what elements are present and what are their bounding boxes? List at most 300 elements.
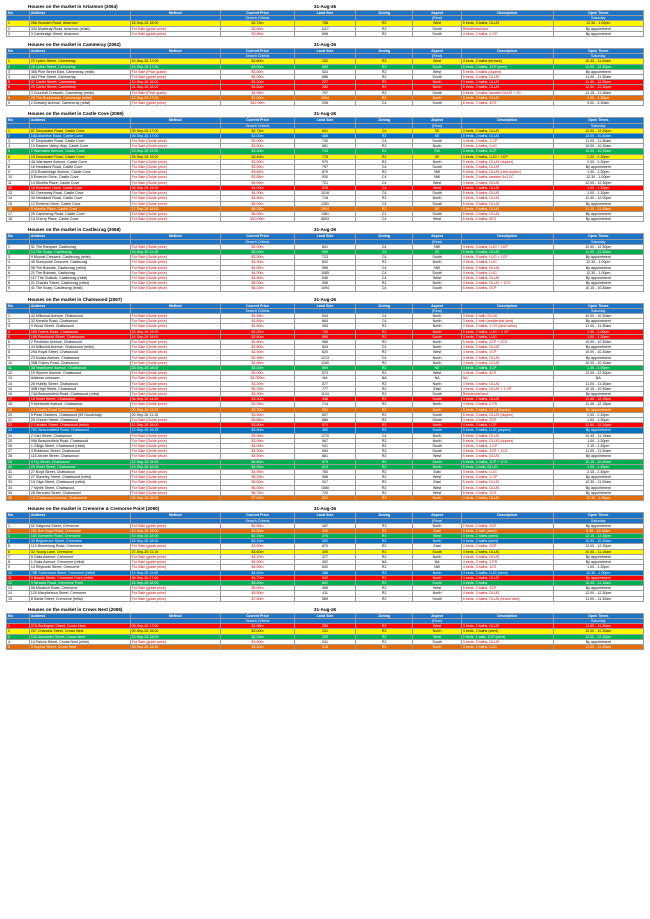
cell-zoning: R3 [356,523,413,528]
cell-zoning: C4 [356,175,413,180]
cell-no: 17 [7,211,30,216]
cell-aspect: South [413,449,461,454]
cell-no: 2 [7,629,30,634]
cell-price: $5.00m [221,201,295,206]
cell-open: 2.15 - 2.45pm [553,470,644,475]
cell-no: 26 [7,444,30,449]
column-subheader-price: Search Criteria [221,619,295,624]
cell-method: For Sale (Guide price) [130,324,220,329]
cell-address: 21 Charles Street, Castlecrag (relist) [29,281,130,286]
cell-address: 9 Wood Street, Chatswood [29,324,130,329]
cell-zoning: R2 [356,480,413,485]
cell-address: 4A Warrawee Avenue, Castle Cove [29,159,130,164]
cell-aspect: South [413,31,461,36]
cell-no: 13 [7,376,30,381]
cell-no: 23 [7,428,30,433]
column-subheader-aspect: (Rear) [413,308,461,313]
listing-row[interactable] [7,596,644,601]
cell-no: 17 [7,397,30,402]
cell-open: 10.15 - 10.45am [553,459,644,464]
cell-address: 28 Hercules Street, Chatswood [29,490,130,495]
column-subheader-aspect: (Rear) [413,123,461,128]
cell-zoning: R2 [356,485,413,490]
cell-no: 1 [7,624,30,629]
cell-method: For Sale (Guide price) [130,180,220,185]
cell-open: 12.30 - 1.00pm [553,496,644,501]
cell-desc: 5 beds, 2 baths, LUG + 2 CP [461,329,553,334]
column-header-method: Method [130,613,220,618]
column-subheader-open: Saturday [553,54,644,59]
cell-open: By appointment [553,255,644,260]
cell-address: 114 Bennelong Road, Cremorne [29,544,130,549]
section-date: 31-Aug-26 [313,606,337,612]
cell-land: 956 [294,281,355,286]
section-header [6,4,644,10]
column-subheader-aspect: (Rear) [413,239,461,244]
cell-method: For Sale (guide price) [130,554,220,559]
cell-zoning: C4 [356,255,413,260]
cell-aspect: South [413,75,461,80]
cell-land: 788 [294,21,355,26]
cell-aspect: South [413,139,461,144]
cell-no: 4 [7,260,30,265]
cell-zoning: R2 [356,69,413,74]
cell-method: For Sale (Guide price) [130,196,220,201]
cell-price: $5.50m [221,586,295,591]
cell-zoning: C4 [356,286,413,291]
cell-desc: 4 beds, 3 baths (semi) [461,539,553,544]
cell-zoning: R2 [356,31,413,36]
cell-land: 589 [294,596,355,601]
cell-aspect: South [413,286,461,291]
cell-desc: 5 beds, 2 baths, DLUG [461,185,553,190]
cell-desc: 5 beds, 3 bath, DLUG [461,464,553,469]
cell-aspect: North [413,355,461,360]
cell-zoning: R2 [356,397,413,402]
cell-zoning: R2 [356,565,413,570]
cell-aspect: South [413,191,461,196]
cell-address: 185 Fullers Road, Chatswood [29,329,130,334]
cell-aspect: North [413,402,461,407]
cell-price: $3.00m [221,371,295,376]
cell-zoning: R2 [356,21,413,26]
cell-aspect: West [413,180,461,185]
cell-zoning: R2 [356,196,413,201]
cell-land: 477 [294,554,355,559]
cell-zoning: R2 [356,324,413,329]
cell-address: Address unknown [29,376,130,381]
cell-open: By appointment [553,490,644,495]
cell-price: $4.50m [221,565,295,570]
cell-price: $2.75m [221,128,295,133]
cell-land: 690 [294,449,355,454]
cell-price: $3.20m [221,386,295,391]
cell-price: $2.74m [221,534,295,539]
cell-no: 5 [7,149,30,154]
cell-price: $4.95m [221,470,295,475]
cell-desc: 4 beds, 3 baths, 2CP [461,418,553,423]
cell-no: 10 [7,175,30,180]
cell-desc: 5 beds, 4 baths, DLUG (duplex) [461,159,553,164]
cell-land: 620 [294,350,355,355]
cell-desc: 5 beds, 3 baths, DLUG [461,85,553,90]
cell-desc: 5 beds, 3 baths, DLUG [461,95,553,100]
cell-aspect: West [413,475,461,480]
cell-aspect: West [413,217,461,222]
cell-address: 3 Churchill Crescent, Cammeray (relist) [29,90,130,95]
cell-land: 695 [294,334,355,339]
cell-aspect: South [413,90,461,95]
cell-address: 3 Cambridge Street, Artarmon [29,31,130,36]
cell-desc: 4 beds, 2 baths, DLUG [461,80,553,85]
cell-aspect: NW [413,244,461,249]
cell-desc: 4 beds, 3 baths, DLUG [461,165,553,170]
column-subheader-open: Saturday [553,619,644,624]
cell-desc: 4 beds, 3 baths, 1CP [461,350,553,355]
cell-land: 1018 [294,191,355,196]
cell-zoning: R2 [356,392,413,397]
column-header-land: Land Size [294,303,355,308]
cell-open: 10.30 - 11.00am [553,480,644,485]
cell-address: 74A Beaconsfield Road, Chatswood (relist) [29,392,130,397]
cell-address: 2 Peckham Avenue, Chatswood [29,339,130,344]
cell-no: 5 [7,80,30,85]
column-header-open: Open Times [553,613,644,618]
cell-open: By appointment [553,586,644,591]
cell-no: 3 [7,69,30,74]
section-title: Houses on the market in Chatswood (2067) [28,296,122,302]
cell-land: 1085 [294,270,355,275]
cell-aspect: North [413,407,461,412]
listing-row[interactable] [7,496,644,501]
cell-land: 1361 [294,211,355,216]
cell-desc: 5 beds, 3 baths, DLUG [461,480,553,485]
cell-address: 9 Moorat Crescent, Castlecrag (relist) [29,255,130,260]
cell-zoning: R2 [356,334,413,339]
cell-no: 6 [7,85,30,90]
cell-land: 567 [294,438,355,443]
cell-open: 12.00 - 12.30pm [553,128,644,133]
cell-no: 2 [7,133,30,138]
cell-desc: 5 beds, 3 baths, DLUG [461,206,553,211]
cell-address: 78B Sutherland Street, Cremorne (relist) [29,570,130,575]
cell-price: $3.85m [221,175,295,180]
cell-aspect: North [413,591,461,596]
cell-method: 09-Sep-26 17:00 [130,133,220,138]
cell-address: 47 Deepwater Road, Castle Cove [29,139,130,144]
column-header-zoning: Zoning [356,613,413,618]
cell-price: $3.00m [221,365,295,370]
cell-open: 2.15 - 2.45pm [553,444,644,449]
cell-aspect: West [413,624,461,629]
cell-no: 22 [7,423,30,428]
cell-open: 10.15 - 10.45am [553,286,644,291]
cell-open: 11.15 - 11.45am [553,90,644,95]
cell-land: 300 [294,528,355,533]
cell-land: 276 [294,534,355,539]
cell-aspect: North [413,423,461,428]
cell-open: 1.30 - 2.00pm [553,329,644,334]
cell-aspect: West [413,485,461,490]
cell-zoning: R2 [356,412,413,417]
cell-address: 2 Caroline Street, Chatswood (relist) [29,423,130,428]
cell-address: 14 Cherry Place, Castle Cove [29,217,130,222]
cell-zoning: C4 [356,313,413,318]
cell-land: 255 [294,624,355,629]
cell-desc: Residential land [461,392,553,397]
cell-method: For Sale (Guide price) [130,175,220,180]
cell-method: For Sale (guide price) [130,31,220,36]
cell-method: For Sale (guide price) [130,560,220,565]
cell-desc: 4 beds, 2 baths, DLUG [461,360,553,365]
cell-aspect: SW [413,149,461,154]
cell-land: 280 [294,85,355,90]
column-header-land: Land Size [294,118,355,123]
cell-zoning: R2 [356,575,413,580]
column-header-aspect: Aspect [413,613,461,618]
column-subheader-open: Saturday [553,16,644,21]
cell-method: For Sale (guide price) [130,565,220,570]
cell-no: 9 [7,355,30,360]
section-header [6,607,644,613]
cell-land: 713 [294,255,355,260]
cell-price: $4.90m [221,464,295,469]
column-subheader-open: Saturday [553,308,644,313]
listing-row[interactable] [7,217,644,222]
cell-open: 11.30 - 12.00pm [553,196,644,201]
cell-open: 11.00 - 11.30am [553,449,644,454]
cell-aspect: North [413,575,461,580]
cell-desc: 4 beds, 2 baths, DLUG [461,575,553,580]
cell-price: $4.20m [221,80,295,85]
cell-price: $4.00m [221,75,295,80]
cell-aspect: South [413,334,461,339]
column-subheader-aspect: (Rear) [413,16,461,21]
cell-open: 11.45 - 12.15pm [553,397,644,402]
cell-no: 29 [7,459,30,464]
cell-open: By appointment [553,69,644,74]
cell-land: 646 [294,275,355,280]
cell-aspect: North [413,324,461,329]
cell-open: 11.45 - 12.15pm [553,402,644,407]
cell-price: $12.90m [221,101,295,106]
cell-zoning: R2 [356,596,413,601]
cell-price: $4.50m [221,85,295,90]
cell-price: $4.70m [221,575,295,580]
cell-open: By appointment [553,201,644,206]
cell-land: 760 [294,470,355,475]
cell-aspect: North [413,381,461,386]
column-subheader-price: Search Criteria [221,16,295,21]
cell-price: $3.80m [221,423,295,428]
cell-open: 12.00 - 12.30pm [553,591,644,596]
cell-address: 19 Wyvern Avenue, Chatswood [29,371,130,376]
cell-aspect: West [413,371,461,376]
cell-method: 19-Sep-26 19:00 [130,149,220,154]
cell-method: For Sale (Guide price) [130,381,220,386]
cell-open: 10.00 - 10.30am [553,629,644,634]
cell-method: For Sale (Guide price) [130,211,220,216]
column-header-open: Open Times [553,234,644,239]
cell-address: 47 Carter Street, Cammeray [29,80,130,85]
cell-address: 183 Gerrarine Road, Cremorne [29,534,130,539]
cell-price: $4.00m [221,191,295,196]
cell-zoning: C4 [356,355,413,360]
cell-address: 28 Hubbly Street, Chatswood [29,381,130,386]
cell-price: $7.50m [221,596,295,601]
cell-no: 34 [7,485,30,490]
cell-no: 7 [7,554,30,559]
cell-aspect: West [413,69,461,74]
cell-aspect: North [413,433,461,438]
cell-no: 8 [7,350,30,355]
cell-no: 31 [7,470,30,475]
cell-method: 12-Sep-26 16:15 [130,428,220,433]
cell-desc: 5 beds, 3 baths, DLUG [461,191,553,196]
section-title: Houses on the market in Cammeray (2062) [28,42,121,48]
cell-land: 577 [294,381,355,386]
cell-desc: 2 beds, 2 baths, 1 CS (land value) [461,324,553,329]
section-title: Houses on the market in Artarmon (2064) [28,4,118,9]
cell-open: By appointment [553,211,644,216]
cell-open: 9.45 - 10.15am [553,528,644,533]
cell-aspect: North [413,281,461,286]
cell-method: For Sale (Guide price) [130,376,220,381]
cell-zoning: R2 [356,586,413,591]
cell-aspect: West [413,275,461,280]
cell-desc: 3 beds, 2 baths, DLUG [461,128,553,133]
cell-desc: 4 beds, 3 baths, 1CS [461,565,553,570]
cell-address: 28 Church Street, Chatswood [29,418,130,423]
cell-method: For Sale (Guide price) [130,350,220,355]
cell-open: By appointment [553,639,644,644]
cell-land: 241 [294,629,355,634]
cell-address: 27 Slaveley Street, Chatswood (relist) [29,475,130,480]
cell-desc: 5 beds, 3 baths, 2 CP [461,475,553,480]
cell-no: 7 [7,275,30,280]
listing-row[interactable] [7,286,644,291]
column-header-aspect: Aspect [413,234,461,239]
cell-no: 15 [7,201,30,206]
cell-method: For Sale (Guide price) [130,270,220,275]
cell-no: 1 [7,313,30,318]
cell-aspect: South [413,64,461,69]
cell-zoning: R2 [356,90,413,95]
cell-address: 29 The Boulevarde, Cammeray (relist) [29,95,130,100]
column-header-no: No [7,513,30,518]
cell-zoning: NA [356,376,413,381]
cell-method: For Sale (Price guide) [130,90,220,95]
cell-zoning: R3 [356,59,413,64]
cell-price: $2.20m [221,329,295,334]
cell-price: $10.00m [221,217,295,222]
cell-open: By appointment [553,407,644,412]
cell-price: $4.50m [221,570,295,575]
cell-aspect: North [413,80,461,85]
column-header-open: Open Times [553,49,644,54]
cell-land: 941 [294,444,355,449]
cell-desc: 4 beds, 3 baths, 2 PS [461,560,553,565]
cell-price: $3.90m [221,31,295,36]
cell-open: 1.00 - 1.30pm [553,334,644,339]
cell-desc: 5 beds, 3 baths, 1CP [461,586,553,591]
column-header-price: Current Price [221,11,295,16]
cell-open: 12.00 - 12.30pm [553,180,644,185]
cell-open: 12.00 - 12.30pm [553,85,644,90]
listing-table [6,233,644,291]
cell-land: 8553 [294,217,355,222]
cell-price: $4.00m [221,265,295,270]
cell-price: $2.20m [221,634,295,639]
cell-method: 10-Sep-26 18:00 [130,528,220,533]
column-header-desc: Description [461,49,553,54]
listing-section [6,506,644,601]
cell-open: 12.00 - 12.30pm [553,423,644,428]
cell-method: 10-Sep-26 18:00 [130,634,220,639]
cell-no: 2 [7,64,30,69]
listing-row[interactable] [7,31,644,36]
cell-method: For Sale (Guide price) [130,480,220,485]
cell-land: 241 [294,639,355,644]
cell-zoning: C4 [356,244,413,249]
cell-address: 9 Northcote Avenue, Chatswood [29,402,130,407]
cell-desc: 4 beds, 2 baths, DLUG [461,549,553,554]
cell-open: By appointment [553,554,644,559]
cell-desc: 5 beds, 2 baths, DLUG [461,133,553,138]
column-header-open: Open Times [553,513,644,518]
cell-address: 38 Hawthorne Avenue, Chatswood [29,365,130,370]
column-header-no: No [7,118,30,123]
cell-price: $6.00m [221,485,295,490]
cell-address: 76C Beaconsfield Road, Chatswood [29,428,130,433]
cell-aspect: South [413,596,461,601]
cell-open: 12.00 - 12.30pm [553,634,644,639]
cell-price: $4.50m [221,196,295,201]
cell-desc: 5 beds, 4 baths, 1CS [461,490,553,495]
cell-price: $2.00m [221,629,295,634]
cell-method: For Sale (Guide price) [130,433,220,438]
cell-desc: 4 beds, 3 baths, DLUG [461,554,553,559]
cell-price: $6.50m [221,211,295,216]
cell-address: 115 Archer Street, Chatswood [29,454,130,459]
cell-land: 778 [294,154,355,159]
cell-aspect: SE [413,154,461,159]
cell-no: 9 [7,286,30,291]
cell-zoning: R2 [356,381,413,386]
cell-land: 575 [294,459,355,464]
cell-address: 2 Dowdey Avenue, Cammeray (relist) [29,101,130,106]
cell-method: For Sale (Guide price) [130,265,220,270]
cell-no: 2 [7,319,30,324]
cell-price: $2.05m [221,523,295,528]
cell-land: 956 [294,475,355,480]
listing-row[interactable] [7,644,644,649]
listing-section [6,4,644,37]
cell-no: 11 [7,365,30,370]
cell-no: 2 [7,26,30,31]
listing-row[interactable] [7,101,644,106]
cell-zoning: C4 [356,139,413,144]
cell-address: 34 Headland Road, Castle Cove [29,196,130,201]
cell-no: 2 [7,249,30,254]
cell-price: $4.95m [221,90,295,95]
cell-desc: 4 beds, 2 baths, LUG + 1CP [461,154,553,159]
cell-zoning: R2 [356,339,413,344]
cell-desc: 4 beds, 2 baths, DLUG [461,180,553,185]
cell-address: 1 Oaks Avenue, Cremorne (relist) [29,560,130,565]
cell-open: By appointment [553,428,644,433]
cell-open: 12.00 - 12.30pm [553,244,644,249]
